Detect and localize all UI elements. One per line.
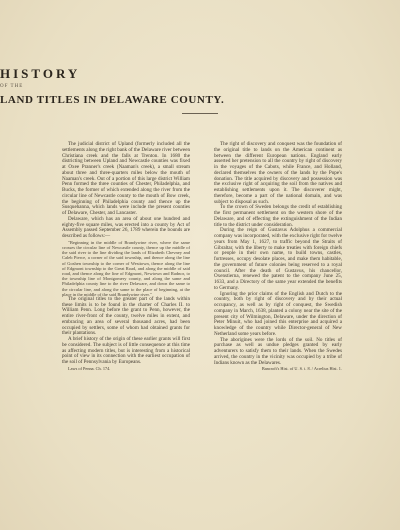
page-title: HISTORY: [0, 66, 81, 81]
paragraph: To the crown of Sweden belongs the credit of establishing the first permanent settlement on the western shore of the Delaware, and of effecting the extinguishment of the Indian title to the district under consideration.: [214, 204, 342, 228]
paragraph: Delaware, which has an area of about one hundred and eighty-five square miles, was erected into a county by Act of Assembly passed September 26, 1789 wherein the bounds are described as follows:—: [62, 215, 190, 239]
paragraph: The aborigines were the lords of the soil. No titles of purchase as well as undue pledges granted by early adventurers to satisfy them to their lands. When the Swedes arrived, the country in the vicinity was occupied by a tribe of Indians known as the Delawares.: [214, 336, 342, 366]
paragraph: The original titles to the greater part of the lands within these limits is to be found in the charter of Charles II. to William Penn. Long before the grant to Penn, however, the entire river-front of the county, twelve miles in extent, and embracing an area of several thousand acres, had been occupied by settlers, some of whom had obtained grants for their plantations.: [62, 295, 190, 337]
page-subtitle: LAND TITLES IN DELAWARE COUNTY.: [0, 94, 225, 106]
paragraph: During the reign of Gustavus Adolphus a commercial company was incorporated, with the exclusive right for twelve years from May 1, 1627, to traffic beyond the Straits of Gibraltar, with the liberty to make treaties with foreign chiefs or people in their own name, to build towns, castles, fortresses, occupy desolate places, and make them habitable, the government of future colonies being reserved to a royal council. After the death of Gustavus, his chancellor, Oxenstierna, renewed the patent to the company June 25, 1633, and a Directory of the same year extended the benefits to Germany.: [214, 227, 342, 291]
left-column: [62, 142, 190, 371]
quoted-act: "Beginning in the middle of Brandywine river, where the same crosses the circular line of Newcastle county, thence up the middle of the said river to the line dividing the lands of Elizabeth Chevney and Caleb Pierce, a corner of the said township, and thence along the line of Goshen township to the corner of Westtown, thence along the line of Edgmont township to the Great Road, and along the middle of said road, and thence along the line of Edgmont, Newtown and Radnor, to the township line of Montgomery county, and along the same and Philadelphia county line to the river Delaware, and down the same to the circular line, and along the same to the place of beginning, at the place in the middle of the said Brandywine river.": [62, 239, 190, 297]
title-rule: [182, 113, 218, 114]
title-connector: OF THE: [0, 84, 24, 89]
paragraph: The judicial district of Upland (formerly included all the settlements along the right bank of the Delaware river between Christiana creek and the falls at Trenton. In 1680 the districting between Upland and Newcastle counties was fixed at Oxee Pranner's creek (Naaman's creek), a small stream about three and three-quarters miles below the mouth of Naaman's creek. Out of a portion of this large district William Penn formed the three counties of Chester, Philadelphia, and Bucks, the former of which extended along the river from the circular line of Newcastle county to the mouth of Bow creek, the beginning of Philadelphia county and thence up the Susquehanna, which lands were include the present counties of Delaware, Chester, and Lancaster.: [62, 141, 191, 216]
paragraph: The right of discovery and conquest was the foundation of the original title to lands on the American continent as between the different European nations. England early asserted her pretension to all the country by right of discovery in the voyages of the Cabots, while France, and Holland, declared themselves the owners of the lands by the Pope's donation. The title acquired by discovery and possession was the exclusive right of acquiring the soil from the natives and establishing settlements upon it. The discoverer might, therefore, become a part of the national domain, and was subject to disposal as such.: [214, 141, 342, 205]
paragraph: A brief history of the origin of these earlier grants will first be considered. The subject is of little consequence at this time as affecting modern titles, but is interesting from a historical point of view in its connection with the earliest occupation of the soil of Pennsylvania by Europeans.: [62, 336, 190, 366]
footnote: Laws of Penna. Ch. 174.: [68, 365, 111, 371]
footnote: Bancroft's Hist. of U. S. i. 8. / Acrelius Hist. 1.: [261, 366, 342, 372]
right-column: [214, 142, 342, 371]
paragraph: Ignoring the prior claims of the English and Dutch to the country, both by right of discovery and by their actual occupancy, as well as by right of conquest, the Swedish company in March, 1638, planted a colony near the site of the present city of Wilmington, Delaware, under the direction of Peter Minuit, who had joined this enterprise and acquired a knowledge of the country while Director-general of New Netherland some years before.: [214, 290, 342, 337]
